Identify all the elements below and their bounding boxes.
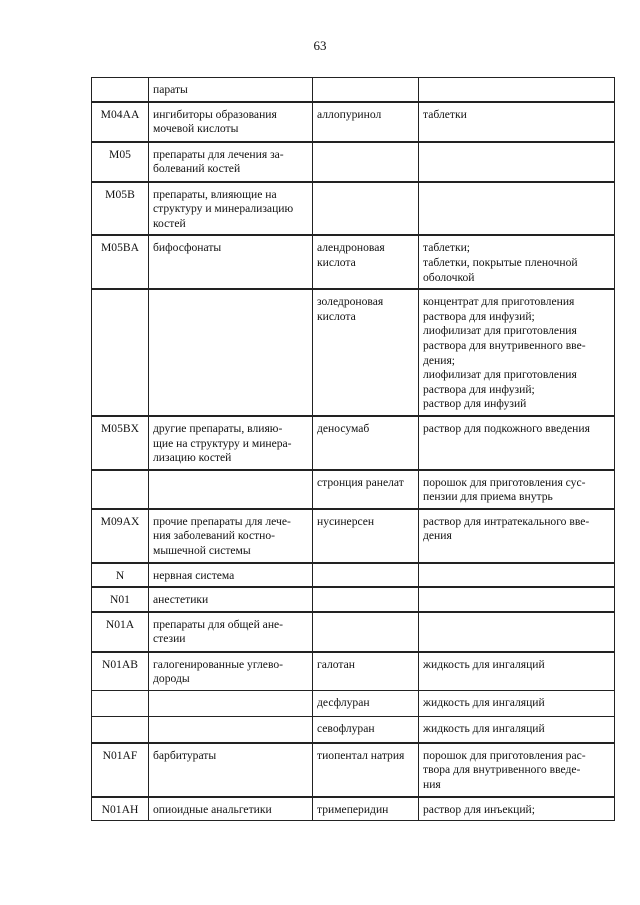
substance-cell (313, 563, 419, 588)
group-cell (149, 743, 313, 797)
form-cell (419, 743, 615, 797)
form-cell-text: порошок для приготовления сус- пензии для приема внутрь (423, 475, 586, 504)
form-cell (419, 717, 615, 743)
table-row (92, 717, 615, 743)
table-row (92, 235, 615, 289)
substance-cell (313, 509, 419, 563)
substance-cell (313, 797, 419, 821)
group-cell (149, 78, 313, 102)
table-row (92, 78, 615, 102)
form-cell (419, 470, 615, 509)
group-cell-text: прочие препараты для лече- ния заболеваний костно- мышечной системы (153, 514, 291, 558)
form-cell (419, 78, 615, 102)
group-cell-text: ингибиторы образования мочевой кислоты (153, 107, 277, 136)
group-cell-text: нервная система (153, 568, 235, 582)
form-cell-text: раствор для интратекального вве- дения (423, 514, 590, 543)
code-cell (92, 470, 149, 509)
substance-cell (313, 587, 419, 612)
table-row (92, 470, 615, 509)
group-cell-text: анестетики (153, 593, 209, 607)
code-cell-text: M09AX (100, 514, 140, 528)
table-row (92, 563, 615, 588)
code-cell (92, 509, 149, 563)
code-cell-text: N01AF (102, 748, 138, 762)
code-cell (92, 652, 149, 691)
substance-cell (313, 142, 419, 182)
substance-cell-text: алендроновая кислота (317, 241, 385, 269)
code-cell (92, 235, 149, 289)
code-cell (92, 102, 149, 142)
code-cell (92, 743, 149, 797)
form-cell-text: таблетки; таблетки, покрытые пленочной оболочкой (423, 241, 578, 284)
group-cell (149, 142, 313, 182)
code-cell (92, 612, 149, 652)
form-cell (419, 563, 615, 588)
substance-cell (313, 102, 419, 142)
code-cell (92, 416, 149, 470)
form-cell-text: раствор для подкожного введения (423, 421, 590, 435)
form-cell-text: таблетки (423, 107, 467, 121)
group-cell (149, 612, 313, 652)
group-cell-text: барбитураты (153, 748, 217, 762)
substance-cell (313, 717, 419, 743)
group-cell (149, 182, 313, 236)
code-cell-text: N01A (105, 617, 135, 631)
substance-cell-text: севофлуран (317, 722, 375, 736)
form-cell-text: раствор для инъекций; (423, 802, 535, 816)
code-cell-text: M04AA (100, 107, 140, 121)
table-row (92, 797, 615, 821)
table-row (92, 416, 615, 470)
code-cell (92, 691, 149, 717)
table-row (92, 587, 615, 612)
code-cell (92, 142, 149, 182)
substance-cell (313, 652, 419, 691)
group-cell (149, 470, 313, 509)
table-row (92, 743, 615, 797)
substance-cell (313, 289, 419, 416)
substance-cell-text: десфлуран (317, 696, 370, 710)
code-cell-text: M05BX (100, 421, 139, 435)
group-cell-text: препараты для общей ане- стезии (153, 617, 284, 646)
group-cell (149, 416, 313, 470)
table-row (92, 289, 615, 416)
form-cell (419, 182, 615, 236)
code-cell (92, 563, 149, 588)
code-cell-text: N (115, 568, 125, 582)
substance-cell-text: тримеперидин (317, 802, 389, 816)
code-cell (92, 717, 149, 743)
drug-table (91, 77, 615, 821)
form-cell (419, 652, 615, 691)
form-cell (419, 142, 615, 182)
form-cell (419, 289, 615, 416)
group-cell (149, 691, 313, 717)
group-cell (149, 587, 313, 612)
substance-cell-text: стронция ранелат (317, 475, 404, 489)
substance-cell-text: тиопентал натрия (317, 748, 405, 762)
group-cell (149, 509, 313, 563)
substance-cell-text: галотан (317, 657, 355, 671)
form-cell-text: жидкость для ингаляций (423, 696, 545, 710)
form-cell (419, 587, 615, 612)
form-cell (419, 235, 615, 289)
code-cell-text: M05 (109, 147, 131, 161)
table-row (92, 652, 615, 691)
code-cell-text: N01AB (101, 657, 139, 671)
table-row (92, 102, 615, 142)
table-row (92, 142, 615, 182)
form-cell-text: концентрат для приготовления раствора для инфузий; лиофилизат для приготовления раствора для внутривенного вве- дения; лиофилизат для приготовления раствора для инфузий; раствор для инфузий (423, 295, 586, 411)
group-cell-text: галогенированные углево- дороды (153, 657, 283, 686)
form-cell (419, 691, 615, 717)
code-cell (92, 78, 149, 102)
form-cell (419, 797, 615, 821)
substance-cell (313, 182, 419, 236)
table-row (92, 182, 615, 236)
table-row (92, 691, 615, 717)
substance-cell-text: деносумаб (317, 421, 370, 435)
table-row (92, 509, 615, 563)
group-cell-text: опиоидные анальгетики (153, 802, 272, 816)
code-cell-text: N01AH (101, 802, 139, 816)
substance-cell (313, 78, 419, 102)
form-cell (419, 612, 615, 652)
code-cell (92, 797, 149, 821)
form-cell-text: жидкость для ингаляций (423, 657, 545, 671)
substance-cell (313, 612, 419, 652)
substance-cell-text: золедроновая кислота (317, 295, 384, 323)
group-cell (149, 102, 313, 142)
group-cell-text: другие препараты, влияю- щие на структуру и минера- лизацию костей (153, 421, 292, 465)
group-cell (149, 235, 313, 289)
substance-cell (313, 470, 419, 509)
code-cell-text: M05B (105, 187, 135, 201)
code-cell (92, 182, 149, 236)
substance-cell (313, 743, 419, 797)
form-cell-text: порошок для приготовления рас- твора для внутривенного введе- ния (423, 748, 586, 791)
substance-cell-text: нусинерсен (317, 514, 375, 528)
code-cell (92, 587, 149, 612)
substance-cell (313, 691, 419, 717)
substance-cell (313, 416, 419, 470)
code-cell-text: N01 (110, 593, 130, 607)
group-cell (149, 652, 313, 691)
code-cell-text: M05BA (100, 241, 139, 255)
table-row (92, 612, 615, 652)
code-cell (92, 289, 149, 416)
group-cell-text: препараты для лечения за- болеваний костей (153, 147, 284, 176)
form-cell (419, 509, 615, 563)
form-cell (419, 102, 615, 142)
group-cell (149, 797, 313, 821)
group-cell-text: препараты, влияющие на структуру и минерализацию костей (153, 187, 294, 230)
group-cell-text: параты (153, 83, 188, 96)
group-cell (149, 717, 313, 743)
group-cell-text: бифосфонаты (153, 241, 222, 255)
form-cell (419, 416, 615, 470)
group-cell (149, 289, 313, 416)
substance-cell (313, 235, 419, 289)
form-cell-text: жидкость для ингаляций (423, 722, 545, 736)
page-number: 63 (313, 38, 327, 53)
substance-cell-text: аллопуринол (317, 107, 382, 121)
group-cell (149, 563, 313, 588)
